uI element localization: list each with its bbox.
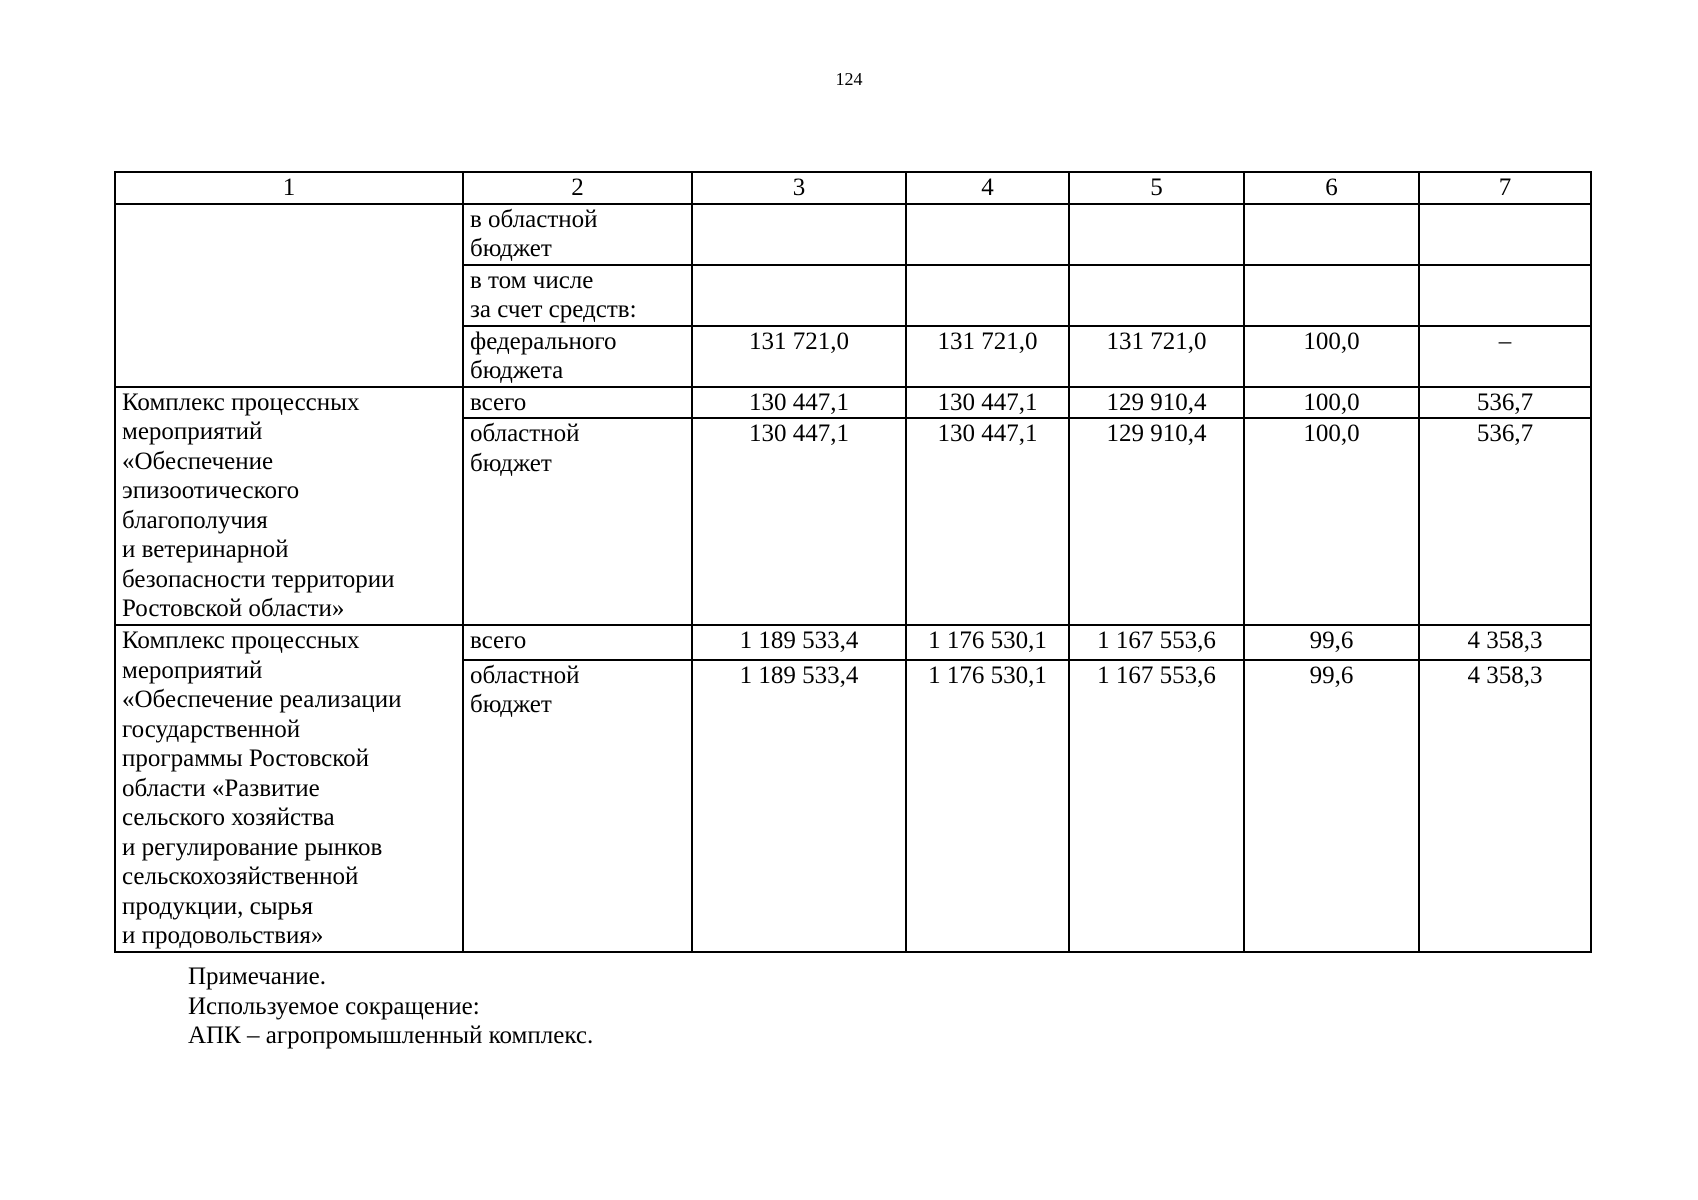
note-line: Используемое сокращение: [188, 992, 480, 1020]
value-cell: 131 721,0 [1069, 326, 1244, 387]
value-cell: 130 447,1 [906, 418, 1069, 625]
table-row [115, 625, 1591, 660]
value-cell: 1 176 530,1 [906, 660, 1069, 952]
value-cell: 131 721,0 [692, 326, 906, 387]
value-cell: 99,6 [1244, 625, 1419, 660]
value-cell: 1 167 553,6 [1069, 660, 1244, 952]
row-name-cell [115, 204, 463, 387]
value-cell: 100,0 [1244, 418, 1419, 625]
value-cell: 100,0 [1244, 387, 1419, 419]
header-cell: 7 [1419, 172, 1591, 204]
header-cell: 3 [692, 172, 906, 204]
value-cell: 536,7 [1419, 387, 1591, 419]
value-cell: 99,6 [1244, 660, 1419, 952]
source-cell: всего [463, 625, 692, 660]
header-cell: 6 [1244, 172, 1419, 204]
value-cell [906, 265, 1069, 326]
value-cell [1069, 265, 1244, 326]
value-cell [1419, 204, 1591, 265]
page-number: 124 [835, 69, 863, 89]
header-cell: 1 [115, 172, 463, 204]
value-cell: 100,0 [1244, 326, 1419, 387]
value-cell: 1 176 530,1 [906, 625, 1069, 660]
note-line: АПК – агропромышленный комплекс. [188, 1022, 594, 1049]
note-title: Примечание. [188, 963, 327, 990]
source-cell: областной бюджет [463, 660, 692, 952]
table-row [115, 387, 1591, 419]
value-cell: 4 358,3 [1419, 660, 1591, 952]
value-cell: 129 910,4 [1069, 418, 1244, 625]
header-cell: 4 [906, 172, 1069, 204]
value-cell [1244, 265, 1419, 326]
value-cell: 1 189 533,4 [692, 660, 906, 952]
value-cell: 1 189 533,4 [692, 625, 906, 660]
source-cell: областной бюджет [463, 418, 692, 625]
value-cell: 130 447,1 [692, 387, 906, 419]
row-name-cell: Комплекс процессных мероприятий «Обеспечение эпизоотического благополучия и ветеринарной безопасности территории Ростовской области» [115, 387, 463, 626]
header-cell: 5 [1069, 172, 1244, 204]
value-cell: 129 910,4 [1069, 387, 1244, 419]
source-cell: федерального бюджета [463, 326, 692, 387]
value-cell: 1 167 553,6 [1069, 625, 1244, 660]
table-row [115, 204, 1591, 265]
value-cell: – [1419, 326, 1591, 387]
value-cell [692, 204, 906, 265]
value-cell: 131 721,0 [906, 326, 1069, 387]
value-cell: 130 447,1 [906, 387, 1069, 419]
value-cell [1069, 204, 1244, 265]
report-table [114, 171, 1592, 953]
value-cell [1244, 204, 1419, 265]
value-cell [692, 265, 906, 326]
value-cell: 536,7 [1419, 418, 1591, 625]
source-cell: всего [463, 387, 692, 419]
value-cell: 4 358,3 [1419, 625, 1591, 660]
row-name-cell: Комплекс процессных мероприятий «Обеспечение реализации государственной программы Ростовской области «Развитие сельского хозяйства и регулирование рынков сельскохозяйственной продукции, сырья и продовольствия» [115, 625, 463, 952]
value-cell [906, 204, 1069, 265]
note-block [188, 962, 593, 1051]
table-header-row [115, 172, 1591, 204]
source-cell: в том числе за счет средств: [463, 265, 692, 326]
value-cell: 130 447,1 [692, 418, 906, 625]
value-cell [1419, 265, 1591, 326]
source-cell: в областной бюджет [463, 204, 692, 265]
header-cell: 2 [463, 172, 692, 204]
